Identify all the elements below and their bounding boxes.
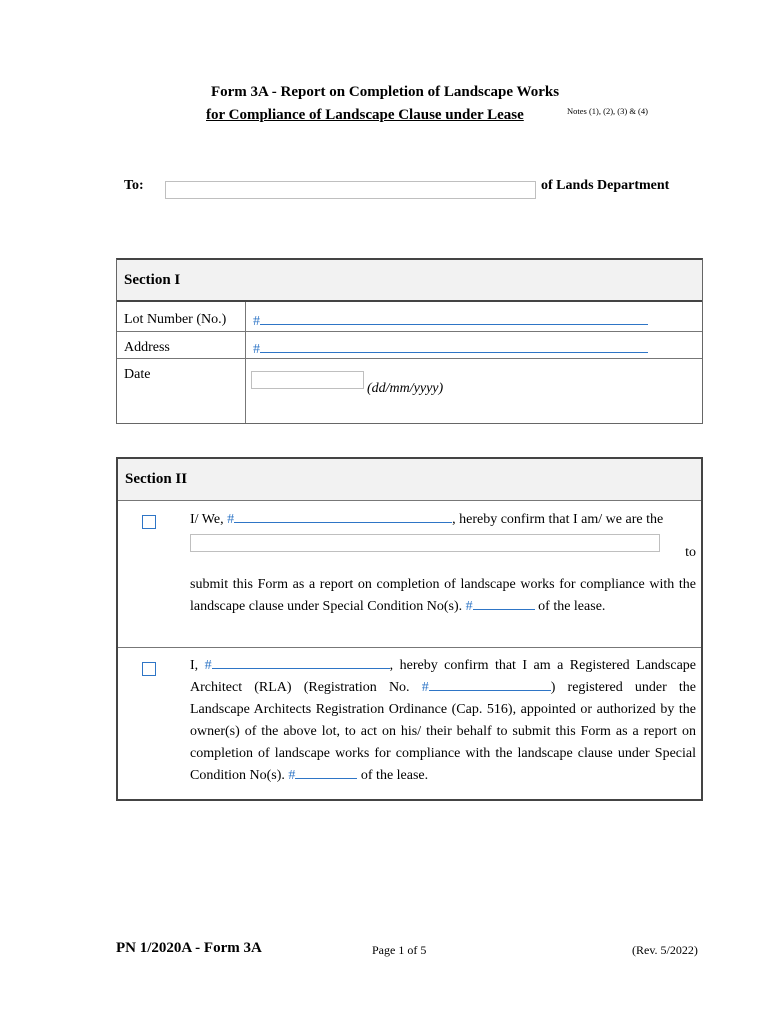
date-row bbox=[117, 359, 702, 424]
option-divider bbox=[118, 647, 701, 648]
lands-department-label: of Lands Department bbox=[541, 178, 670, 193]
section-2-table bbox=[116, 457, 703, 801]
to-recipient-input[interactable] bbox=[165, 181, 536, 199]
owner-name-field[interactable]: # bbox=[227, 512, 452, 527]
footer-page-number: Page 1 of 5 bbox=[372, 943, 427, 957]
section-2-title: Section II bbox=[125, 471, 188, 487]
section-2-header bbox=[118, 459, 701, 501]
section-1-table bbox=[116, 258, 703, 424]
owner-special-condition-field[interactable]: # bbox=[466, 599, 535, 614]
form-subtitle: for Compliance of Landscape Clause under Lease bbox=[206, 107, 524, 123]
address-label: Address bbox=[124, 340, 170, 355]
lot-number-label: Lot Number (No.) bbox=[124, 312, 227, 327]
notes-reference: Notes (1), (2), (3) & (4) bbox=[567, 106, 648, 116]
rla-checkbox[interactable] bbox=[142, 662, 156, 676]
to-word: to bbox=[685, 545, 696, 560]
owner-checkbox[interactable] bbox=[142, 515, 156, 529]
rla-name-field[interactable]: # bbox=[205, 658, 390, 673]
rla-confirmation-text: I, # , hereby confirm that I am a Registered Landscape Architect (RLA) (Registration No. # ) registered under the Landscape Architects Registration Ordinance (Cap. 516), appointed or authorized by the owner(s) of the above lot, to act on his/ their behalf to submit this Form as a report on completion of landscape works for compliance with the landscape clause under Special Condition No(s). # of the lease. bbox=[190, 655, 696, 787]
to-label: To: bbox=[124, 178, 144, 193]
lot-number-row bbox=[117, 302, 702, 332]
form-title: Form 3A - Report on Completion of Landscape Works bbox=[210, 84, 560, 100]
address-row bbox=[117, 332, 702, 359]
address-field[interactable]: # bbox=[253, 340, 648, 358]
footer-form-id: PN 1/2020A - Form 3A bbox=[116, 940, 262, 956]
owner-confirmation-body: submit this Form as a report on completion of landscape works for compliance with the landscape clause under Special Condition No(s). # of the lease. bbox=[190, 577, 696, 614]
date-label: Date bbox=[124, 367, 151, 382]
rla-special-condition-field[interactable]: # bbox=[288, 768, 357, 783]
footer-revision: (Rev. 5/2022) bbox=[632, 943, 698, 957]
section-1-header bbox=[117, 260, 702, 302]
date-input[interactable] bbox=[251, 371, 364, 389]
rla-registration-field[interactable]: # bbox=[422, 680, 551, 695]
section-1-title: Section I bbox=[124, 272, 181, 288]
date-format-hint: (dd/mm/yyyy) bbox=[367, 381, 444, 396]
owner-confirmation-line: I/ We, # , hereby confirm that I am/ we are the bbox=[190, 509, 696, 531]
lot-number-field[interactable]: # bbox=[253, 312, 648, 330]
